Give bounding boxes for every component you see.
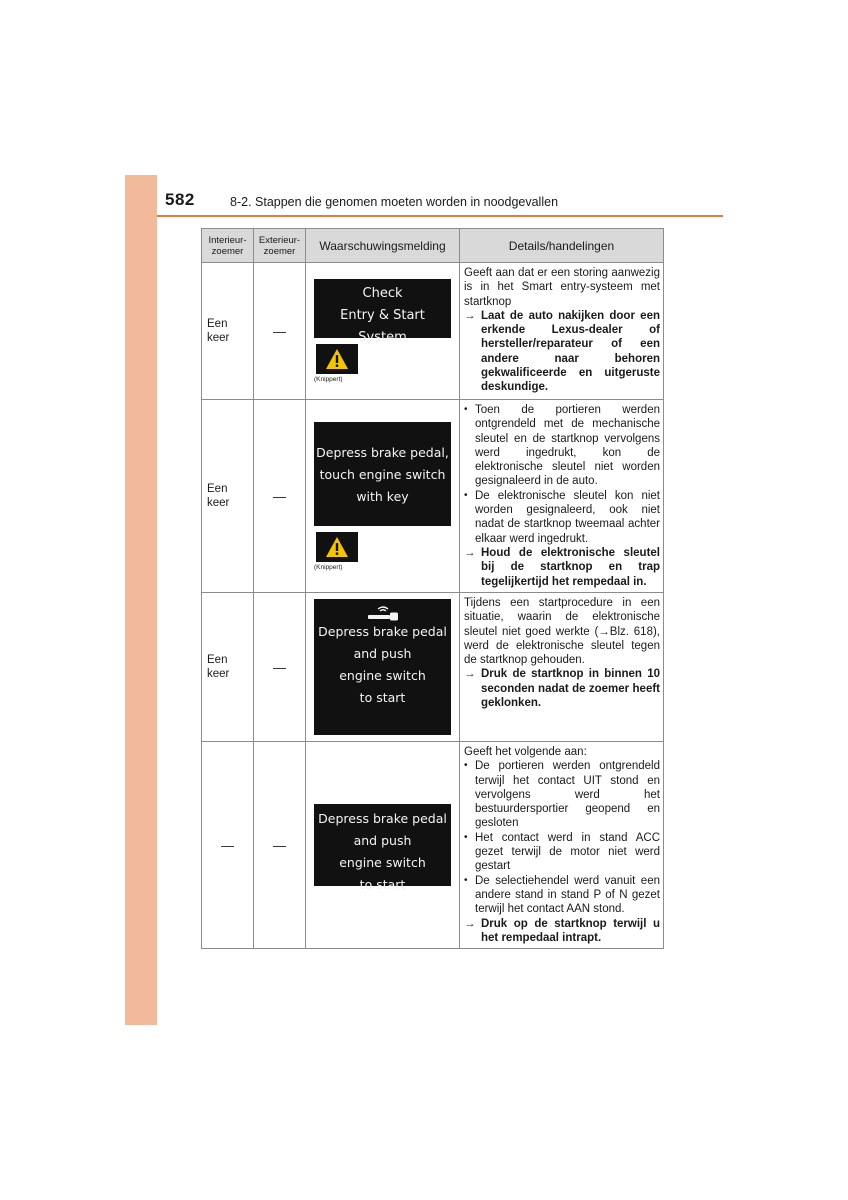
header-interior-buzzer: Interieur- zoemer (202, 229, 254, 263)
interior-buzzer-cell: Een keer (202, 593, 254, 742)
warning-message-cell (306, 742, 460, 949)
action-instruction: → Laat de auto nakijken door een erkende Lexus-dealer of hersteller/reparateur of een andere naar behoren gekwalificeerde en uitgeruste deskundige. (464, 309, 660, 394)
header-rule (157, 215, 723, 217)
blink-label: (Knippert) (314, 376, 343, 383)
bullet-icon: • (464, 760, 468, 772)
screen-line: and push (353, 833, 412, 849)
action-instruction: → Houd de elektronische sleutel bij de startknop en trap tegelijkertijd het rempedaal in. (464, 546, 660, 588)
arrow-icon: → (464, 668, 476, 681)
bullet-icon: • (464, 404, 468, 415)
arrow-icon: → (464, 546, 476, 559)
warning-light-block (314, 532, 451, 571)
header-warning-message: Waarschuwingsmelding (306, 229, 460, 263)
exterior-buzzer-cell: — (254, 263, 306, 400)
bullet-item: • Het contact werd in stand ACC gezet terwijl de motor niet werd gestart (464, 831, 660, 873)
blink-label: (Knippert) (314, 563, 343, 571)
warning-message-cell (306, 593, 460, 742)
action-instruction: → Druk op de startknop terwijl u het rempedaal intrapt. (464, 917, 660, 944)
section-title: 8-2. Stappen die genomen moeten worden in noodgevallen (230, 195, 559, 209)
exterior-buzzer-cell: — (254, 400, 306, 593)
warning-triangle-icon (316, 344, 358, 374)
screen-line: System (358, 330, 407, 345)
details-intro: Tijdens een startprocedure in een situatie, waarin de elektronische sleutel niet goed werkte (→Blz. 618), werd de elektronische sleutel tegen de startknop gehouden. (464, 597, 660, 667)
screen-line: Depress brake pedal, (316, 444, 449, 460)
screen-line: Depress brake pedal (318, 624, 447, 639)
bullet-item: • De elektronische sleutel kon niet worden gesignaleerd, ook niet nadat de startknop tweemaal achter elkaar werd ingedrukt. (464, 489, 660, 545)
header-details: Details/handelingen (460, 229, 664, 263)
details-cell (460, 263, 664, 400)
warning-message-cell (306, 263, 460, 400)
screen-line: Entry & Start (340, 308, 425, 323)
details-intro: Geeft het volgende aan: (464, 746, 587, 758)
display-screen (314, 279, 451, 345)
key-signal-icon (366, 605, 400, 621)
details-cell (460, 742, 664, 949)
warning-table (201, 228, 664, 949)
bullet-item: • Toen de portieren werden ontgrendeld met de mechanische sleutel en de startknop vervolgens werd ingedrukt, kon de elektronische sleutel niet worden gesignaleerd in de auto. (464, 404, 660, 488)
bullet-icon: • (464, 831, 468, 843)
bullet-item: • De selectiehendel werd vanuit een andere stand in stand P of N gezet terwijl het contact AAN stond. (464, 874, 660, 916)
action-instruction: → Druk de startknop in binnen 10 seconden nadat de zoemer heeft geklonken. (464, 668, 660, 710)
bullet-item: • De portieren werden ontgrendeld terwijl het contact UIT stond en vervolgens werd het bestuurdersportier geopend en gesloten (464, 760, 660, 830)
exterior-buzzer-cell: — (254, 742, 306, 949)
bullet-icon: • (464, 489, 468, 501)
display-screen (314, 804, 451, 893)
details-cell (460, 400, 664, 593)
table-row (202, 263, 664, 400)
table-row (202, 400, 664, 593)
screen-line: to start (359, 690, 406, 705)
exterior-buzzer-cell: — (254, 593, 306, 742)
table-row (202, 593, 664, 742)
display-screen (314, 422, 451, 526)
warning-triangle-icon (316, 532, 358, 562)
screen-line: with key (356, 488, 409, 504)
header-exterior-buzzer: Exterieur- zoemer (254, 229, 306, 263)
screen-line: and push (353, 646, 412, 661)
details-intro: Geeft aan dat er een storing aanwezig is in het Smart entry-systeem met startknop (464, 267, 660, 308)
details-cell (460, 593, 664, 742)
screen-line: touch engine switch (319, 466, 446, 482)
interior-buzzer-cell: Een keer (202, 400, 254, 593)
side-color-strip (125, 175, 157, 1025)
interior-buzzer-cell: — (202, 742, 254, 949)
interior-buzzer-cell: Een keer (202, 263, 254, 400)
screen-line: to start (359, 877, 406, 893)
display-screen (314, 599, 451, 735)
warning-message-cell (306, 400, 460, 593)
table-row (202, 742, 664, 949)
arrow-icon: → (464, 917, 476, 930)
bullet-icon: • (464, 874, 468, 886)
screen-line: engine switch (339, 668, 426, 683)
screen-line: Depress brake pedal (318, 811, 447, 827)
screen-line: Check (362, 286, 403, 301)
screen-line: engine switch (339, 855, 426, 871)
warning-light-block (314, 344, 451, 383)
page-number: 582 (165, 190, 195, 209)
arrow-icon: → (464, 309, 476, 322)
table-header-row (202, 229, 664, 263)
